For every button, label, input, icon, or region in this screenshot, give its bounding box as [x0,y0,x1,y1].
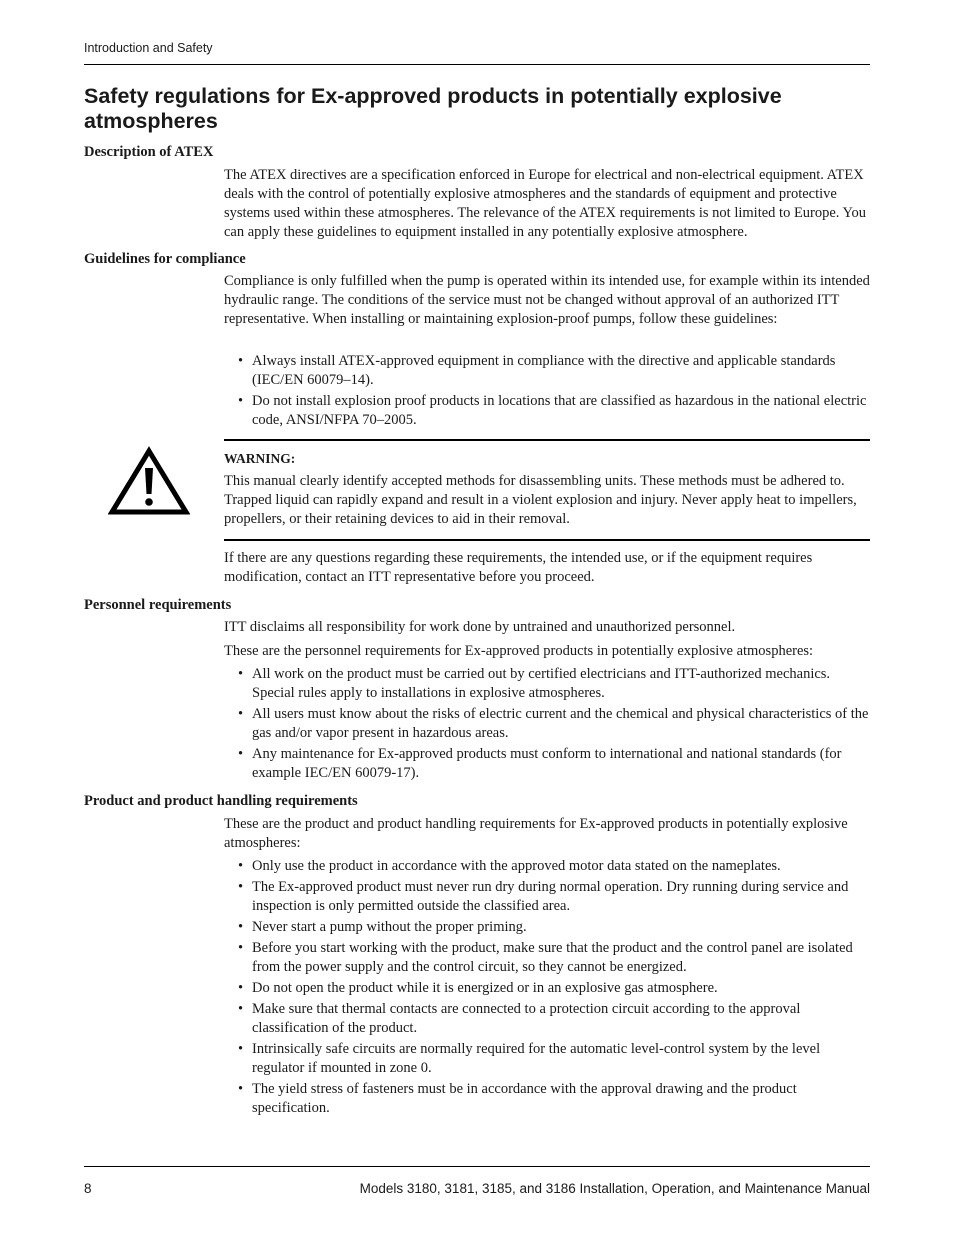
questions-paragraph: If there are any questions regarding these requirements, the intended use, or if the equipment requires modification, contact an ITT representative before you proceed. [224,550,813,585]
compliance-paragraph: Compliance is only fulfilled when the pump is operated within its intended use, for example within its intended hydraulic range. The conditions of the service must not be changed without approval of an authorized ITT representative. When installing or maintaining explosion-proof pumps, follow these guidelines: [224,273,870,327]
warning-bottom-rule [224,539,870,541]
list-item: • Only use the product in accordance with the approved motor data stated on the nameplates. [224,857,872,876]
list-item: • Intrinsically safe circuits are normally required for the automatic level-control system by the level regulator if mounted in zone 0. [224,1040,872,1078]
warning-top-rule [224,439,870,441]
list-item: • Do not open the product while it is energized or in an explosive gas atmosphere. [224,979,872,998]
compliance-heading: Guidelines for compliance [84,251,246,267]
page-number: 8 [84,1181,92,1196]
list-item: • Never start a pump without the proper priming. [224,918,872,937]
atex-heading: Description of ATEX [84,144,214,160]
running-header: Introduction and Safety [84,41,213,55]
warning-title: WARNING: [224,451,296,466]
personnel-bullet-list [224,665,872,785]
footer-rule [84,1166,870,1167]
list-item: • Do not install explosion proof products in locations that are classified as hazardous in the national electric code, ANSI/NFPA 70–2005. [224,392,872,430]
list-item: • Always install ATEX-approved equipment in compliance with the directive and applicable standards (IEC/EN 60079–14). [224,352,872,390]
list-item: • The Ex-approved product must never run dry during normal operation. Dry running during service and inspection is only permitted outside the classified area. [224,878,872,916]
warning-triangle-icon [108,446,190,516]
warning-text: This manual clearly identify accepted methods for disassembling units. These methods must be adhered to. Trapped liquid can rapidly expand and result in a violent explosion and injury. Never apply heat to impellers, propellers, or their retaining devices to aid in their removal. [224,473,857,527]
list-item: • The yield stress of fasteners must be in accordance with the approval drawing and the product specification. [224,1080,872,1118]
list-item: • Make sure that thermal contacts are connected to a protection circuit according to the approval classification of the product. [224,1000,872,1038]
list-item: • All users must know about the risks of electric current and the chemical and physical characteristics of the gas and/or vapor present in hazardous areas. [224,705,872,743]
product-bullet-list [224,857,872,1120]
product-paragraph: These are the product and product handling requirements for Ex-approved products in potentially explosive atmospheres: [224,816,848,851]
atex-paragraph: The ATEX directives are a specification enforced in Europe for electrical and non-electrical equipment. ATEX deals with the control of potentially explosive atmospheres and the standards of equipment and protective systems used within these atmospheres. The relevance of the ATEX requirements is not limited to Europe. You can apply these guidelines to equipment installed in any potentially explosive atmosphere. [224,167,867,240]
compliance-bullet-list [224,352,872,432]
product-heading: Product and product handling requirements [84,793,358,809]
list-item: • Before you start working with the product, make sure that the product and the control panel are isolated from the power supply and the control circuit, so they cannot be energized. [224,939,872,977]
personnel-heading: Personnel requirements [84,597,232,613]
header-rule [84,64,870,65]
manual-title: Models 3180, 3181, 3185, and 3186 Installation, Operation, and Maintenance Manual [359,1181,870,1196]
personnel-paragraph-1: ITT disclaims all responsibility for work done by untrained and unauthorized personnel. [224,619,736,635]
list-item: • Any maintenance for Ex-approved products must conform to international and national standards (for example IEC/EN 60079-17). [224,745,872,783]
page-title: Safety regulations for Ex-approved products in potentially explosive atmospheres [84,84,782,133]
personnel-paragraph-2: These are the personnel requirements for Ex-approved products in potentially explosive atmospheres: [224,643,814,659]
list-item: • All work on the product must be carried out by certified electricians and ITT-authorized mechanics. Special rules apply to installations in explosive atmospheres. [224,665,872,703]
